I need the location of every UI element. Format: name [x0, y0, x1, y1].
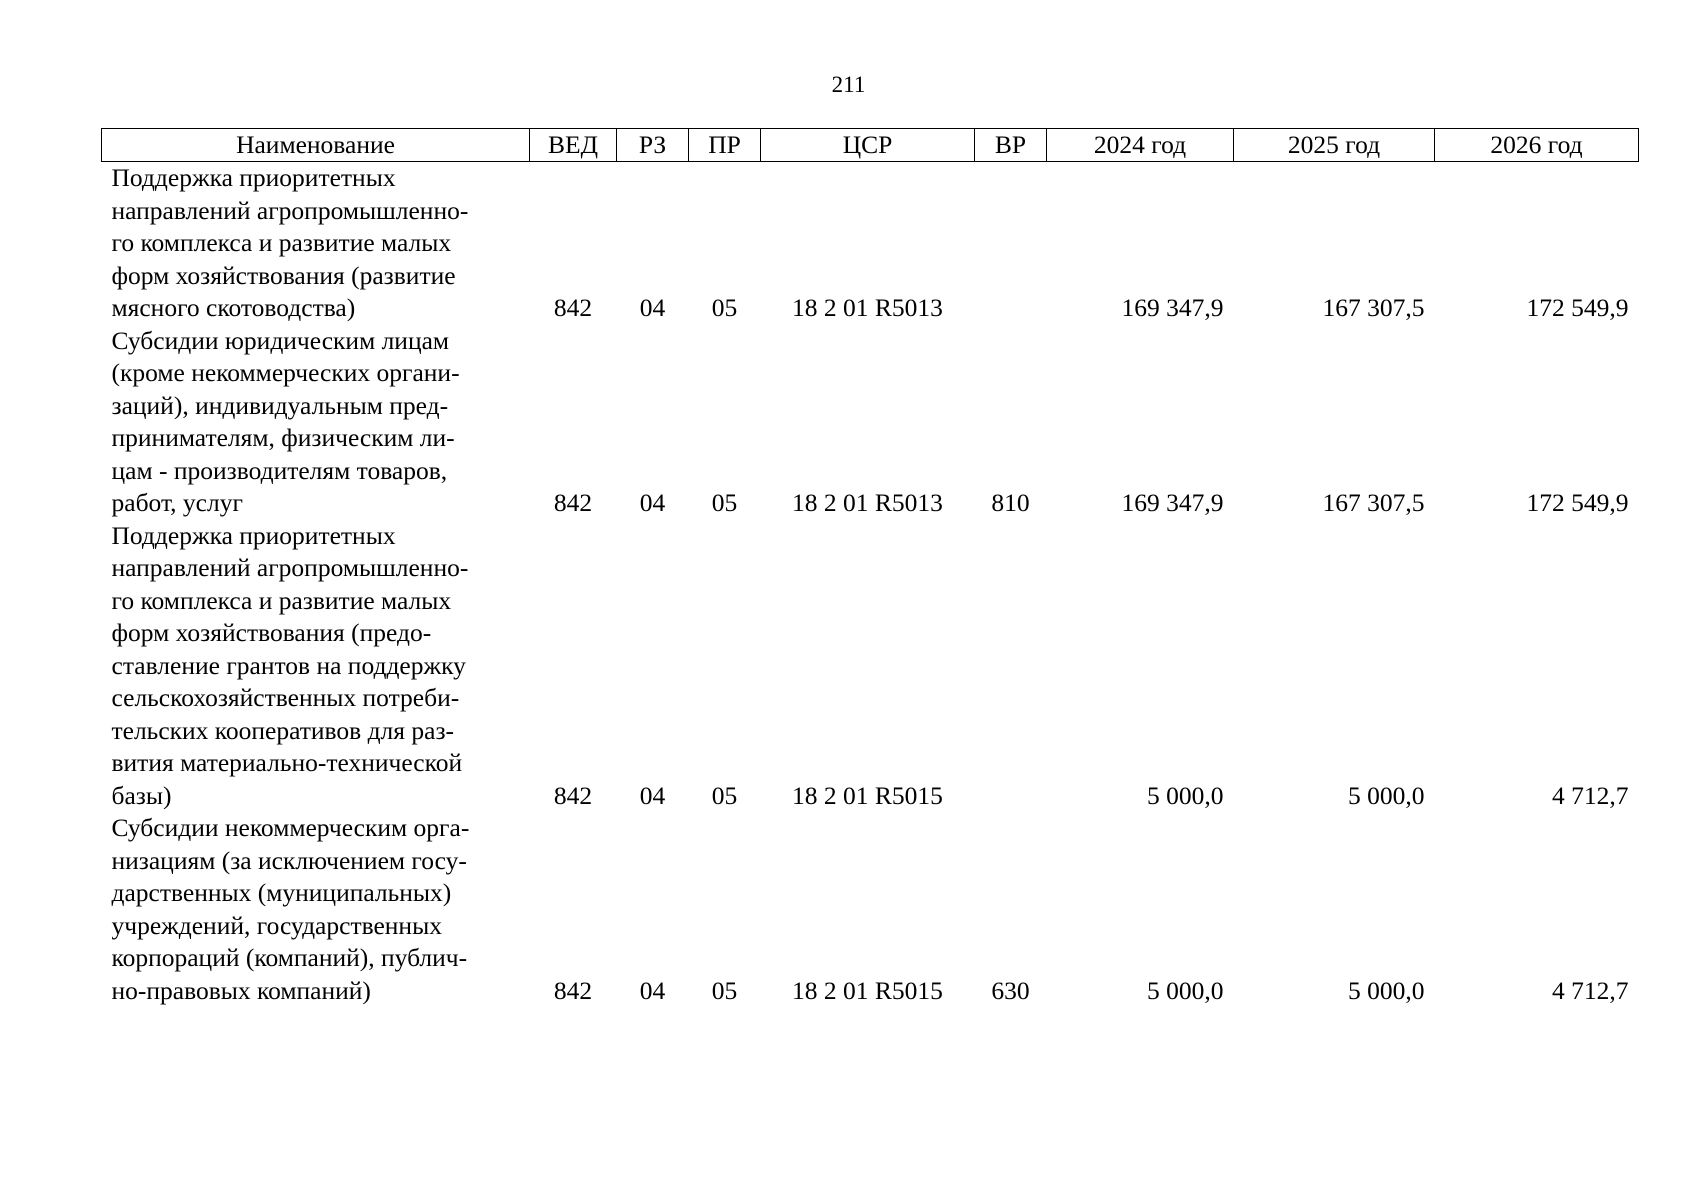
- name-line: форм хозяйствования (развитие: [111, 260, 456, 290]
- header-rz: РЗ: [617, 129, 689, 162]
- name-line: (кроме некоммерческих органи-: [111, 358, 460, 387]
- row-ved-cell: 842: [553, 293, 593, 322]
- row-pr-cell: 05: [711, 293, 738, 322]
- name-line: мясного скотоводства): [111, 293, 356, 322]
- budget-table: [101, 128, 1639, 1007]
- name-line: тельских кооперативов для раз-: [111, 715, 455, 745]
- name-line: заций), индивидуальным пред-: [111, 390, 449, 420]
- row-name-cell: [102, 812, 530, 1007]
- row-vr-cell: [975, 520, 1047, 813]
- row-2025-cell: 167 307,5: [1322, 293, 1425, 322]
- row-csr-cell: 18 2 01 R5015: [792, 780, 943, 810]
- name-line: го комплекса и развитие малых: [111, 585, 452, 615]
- row-name-cell: [102, 520, 530, 813]
- name-line: базы): [111, 780, 172, 810]
- row-2026-cell: 4 712,7: [1552, 975, 1629, 1005]
- row-name-cell: [102, 325, 530, 520]
- name-line: ставление грантов на поддержку: [111, 650, 466, 680]
- row-2024-cell: 5 000,0: [1147, 780, 1224, 810]
- name-line: но-правовых компаний): [111, 975, 371, 1005]
- name-line: дарственных (муниципальных): [111, 878, 452, 907]
- row-pr-cell: 05: [711, 488, 738, 517]
- name-line: Субсидии некоммерческим орга-: [111, 813, 470, 842]
- row-csr-cell: 18 2 01 R5015: [792, 975, 943, 1005]
- row-vr-cell: 630: [991, 975, 1030, 1005]
- row-csr-cell: 18 2 01 R5013: [792, 488, 943, 517]
- header-ved: ВЕД: [530, 129, 617, 162]
- name-line: принимателям, физическим ли-: [111, 423, 455, 452]
- row-2025-cell: 167 307,5: [1322, 488, 1425, 517]
- row-vr-cell: 810: [991, 488, 1030, 517]
- header-2024: 2024 год: [1047, 129, 1234, 162]
- header-2026: 2026 год: [1435, 129, 1639, 162]
- row-pr-cell: 05: [711, 780, 738, 810]
- row-2026-cell: 172 549,9: [1526, 293, 1629, 322]
- row-name-cell: [102, 162, 530, 325]
- table-header: [102, 129, 1639, 162]
- name-line: форм хозяйствования (предо-: [111, 618, 432, 647]
- row-2024-cell: 169 347,9: [1121, 488, 1224, 517]
- name-line: цам - производителям товаров,: [111, 455, 448, 485]
- table-row: [102, 520, 1639, 813]
- name-line: работ, услуг: [111, 488, 243, 517]
- table-body: [102, 162, 1639, 1008]
- row-ved-cell: 842: [553, 488, 593, 517]
- row-rz-cell: 04: [639, 293, 666, 322]
- name-line: Субсидии юридическим лицам: [111, 325, 450, 355]
- name-line: Поддержка приоритетных: [111, 163, 396, 192]
- name-line: низациям (за исключением госу-: [111, 845, 467, 875]
- header-name: Наименование: [102, 129, 530, 162]
- name-line: Поддержка приоритетных: [111, 520, 396, 550]
- row-csr-cell: 18 2 01 R5013: [792, 293, 943, 322]
- table-row: [102, 162, 1639, 325]
- table-row: [102, 325, 1639, 520]
- row-2025-cell: 5 000,0: [1348, 780, 1425, 810]
- row-ved-cell: 842: [553, 780, 593, 810]
- name-line: учреждений, государственных: [111, 910, 442, 940]
- page-number: 211: [831, 72, 866, 97]
- header-2025: 2025 год: [1234, 129, 1435, 162]
- row-2026-cell: 172 549,9: [1526, 488, 1629, 517]
- table-header-row: [102, 129, 1639, 162]
- row-2024-cell: 5 000,0: [1147, 975, 1224, 1005]
- row-ved-cell: 842: [553, 975, 593, 1005]
- row-rz-cell: 04: [639, 780, 666, 810]
- name-line: корпораций (компаний), публич-: [111, 943, 468, 972]
- header-vr: ВР: [975, 129, 1047, 162]
- table-row: [102, 812, 1639, 1007]
- row-rz-cell: 04: [639, 488, 666, 517]
- name-line: направлений агропромышленно-: [111, 553, 469, 582]
- row-2025-cell: 5 000,0: [1348, 975, 1425, 1005]
- name-line: направлений агропромышленно-: [111, 195, 469, 225]
- row-vr-cell: [975, 162, 1047, 325]
- row-2024-cell: 169 347,9: [1121, 293, 1224, 322]
- header-pr: ПР: [689, 129, 761, 162]
- name-line: вития материально-технической: [111, 748, 463, 777]
- row-pr-cell: 05: [711, 975, 738, 1005]
- name-line: сельскохозяйственных потреби-: [111, 683, 460, 712]
- row-2026-cell: 4 712,7: [1552, 780, 1629, 810]
- header-csr: ЦСР: [761, 129, 975, 162]
- name-line: го комплекса и развитие малых: [111, 228, 452, 257]
- row-rz-cell: 04: [639, 975, 666, 1005]
